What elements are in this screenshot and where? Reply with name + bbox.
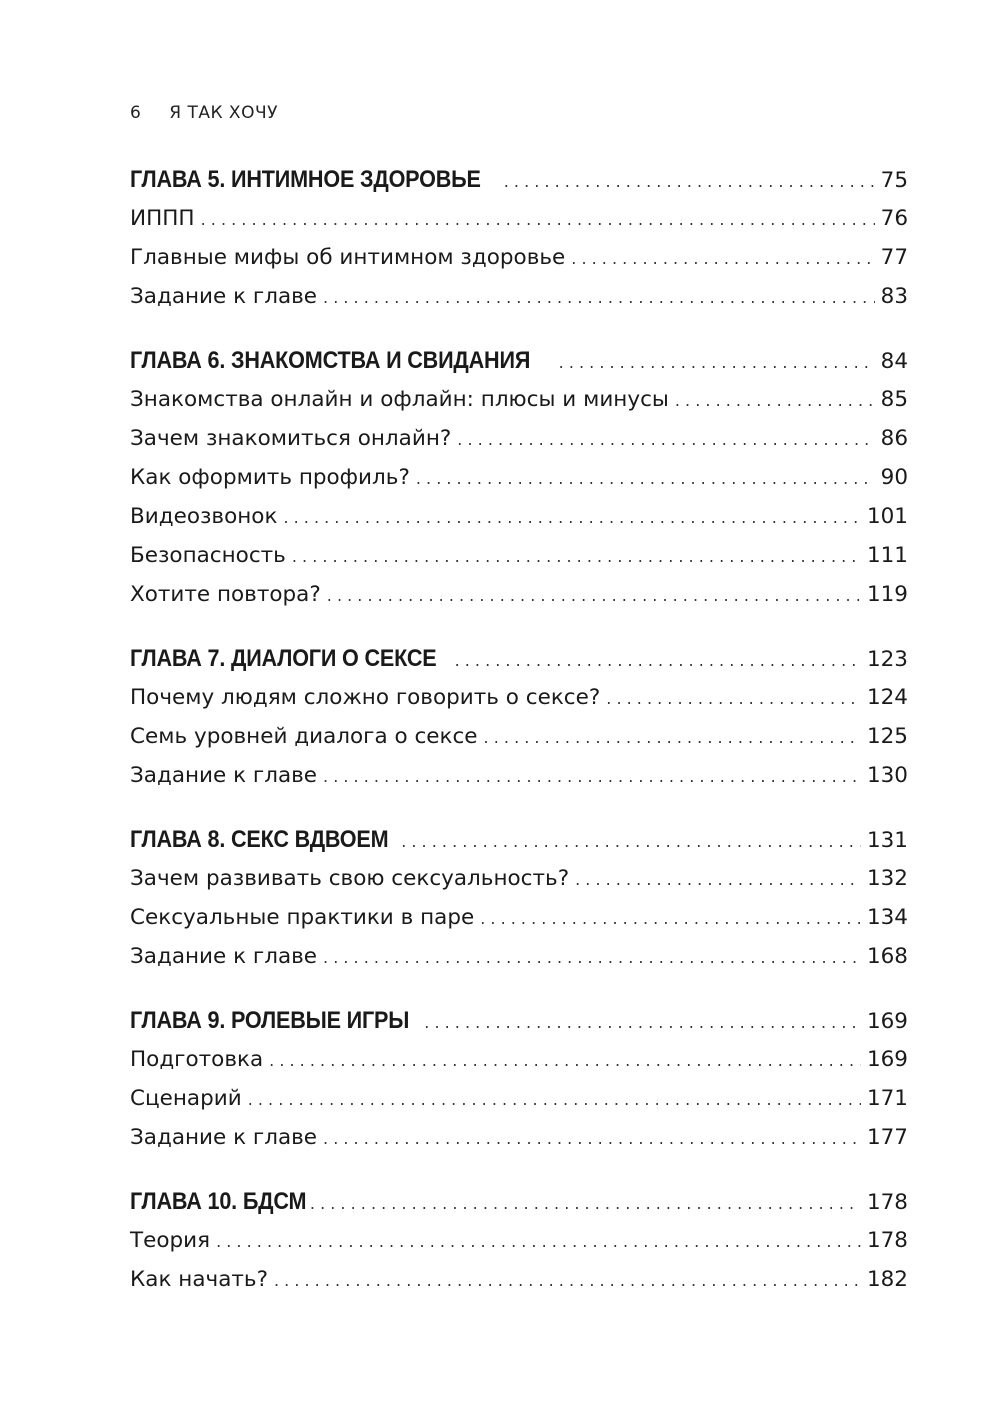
toc-entry-page: 171 [866,1086,908,1111]
chapter-block [130,820,908,976]
toc-entry-page: 169 [866,1047,908,1072]
toc-entry-page: 111 [866,543,908,568]
toc-entry-title: Сценарий [130,1086,242,1111]
chapter-heading-title: ГЛАВА 9. РОЛЕВЫЕ ИГРЫ [130,1007,410,1034]
toc-entry[interactable] [130,199,908,238]
toc-entry-page: 125 [866,724,908,749]
toc-entry-title: Теория [130,1228,211,1253]
dot-leader [323,1119,861,1158]
toc-entry-page: 134 [866,905,908,930]
chapter-heading[interactable] [130,341,908,380]
toc-entry[interactable] [130,937,908,976]
dot-leader [327,576,861,615]
toc-entry-page: 86 [880,426,908,451]
toc-entry[interactable] [130,380,908,419]
toc-entry-title: Зачем знакомиться онлайн? [130,426,452,451]
toc-entry-page: 83 [880,284,908,309]
toc-entry[interactable] [130,1118,908,1157]
toc-entry[interactable] [130,1260,908,1299]
dot-leader [504,162,875,201]
dot-leader [248,1080,861,1119]
toc-entry-title: Знакомства онлайн и офлайн: плюсы и минусы [130,387,669,412]
toc-entry[interactable] [130,717,908,756]
toc-entry-page: 119 [866,582,908,607]
chapter-block [130,639,908,795]
dot-leader [575,860,861,899]
header-book-title: Я ТАК ХОЧУ [169,103,278,123]
dot-leader [484,718,861,757]
dot-leader [269,1041,861,1080]
toc-entry[interactable] [130,1079,908,1118]
toc-entry[interactable] [130,575,908,614]
toc-entry-title: Главные мифы об интимном здоровье [130,245,566,270]
toc-entry-page: 132 [866,866,908,891]
dot-leader [401,822,861,861]
chapter-heading-title: ГЛАВА 7. ДИАЛОГИ О СЕКСЕ [130,645,437,672]
toc-entry-title: Подготовка [130,1047,264,1072]
dot-leader [323,278,875,317]
chapter-block [130,1001,908,1157]
chapter-heading-page: 84 [880,349,908,374]
toc-entry[interactable] [130,536,908,575]
toc-entry-page: 182 [866,1267,908,1292]
chapter-heading-title: ГЛАВА 10. БДСМ [130,1188,307,1215]
toc-entry-page: 168 [866,944,908,969]
chapter-heading[interactable] [130,160,908,199]
toc-entry[interactable] [130,277,908,316]
dot-leader [283,498,861,537]
chapter-heading[interactable] [130,820,908,859]
chapter-heading-page: 131 [866,828,908,853]
toc-entry-title: Зачем развивать свою сексуальность? [130,866,570,891]
table-of-contents [130,160,908,1324]
dot-leader [274,1261,861,1300]
toc-entry-title: Как оформить профиль? [130,465,410,490]
header-page-number: 6 [130,103,142,123]
toc-entry-title: Задание к главе [130,763,318,788]
dot-leader [323,757,861,796]
toc-entry-page: 130 [866,763,908,788]
dot-leader [216,1222,861,1261]
toc-entry[interactable] [130,756,908,795]
toc-entry[interactable] [130,859,908,898]
toc-entry[interactable] [130,419,908,458]
chapter-heading[interactable] [130,639,908,678]
toc-entry-title: Видеозвонок [130,504,278,529]
dot-leader [455,641,861,680]
toc-entry[interactable] [130,238,908,277]
toc-entry-page: 177 [866,1125,908,1150]
dot-leader [571,239,874,278]
toc-entry-title: Задание к главе [130,284,318,309]
dot-leader [310,1184,861,1223]
chapter-heading-title: ГЛАВА 8. СЕКС ВДВОЕМ [130,826,389,853]
toc-entry-title: ИППП [130,206,195,231]
toc-entry-page: 76 [880,206,908,231]
dot-leader [424,1003,861,1042]
chapter-block [130,341,908,614]
chapter-heading-page: 75 [880,168,908,193]
dot-leader [201,200,875,239]
chapter-block [130,160,908,316]
dot-leader [606,679,861,718]
toc-entry[interactable] [130,497,908,536]
toc-entry[interactable] [130,1221,908,1260]
toc-entry-title: Безопасность [130,543,286,568]
toc-entry-page: 124 [866,685,908,710]
toc-entry[interactable] [130,1040,908,1079]
toc-entry-title: Сексуальные практики в паре [130,905,475,930]
chapter-heading-page: 169 [866,1009,908,1034]
dot-leader [480,899,861,938]
dot-leader [675,381,875,420]
toc-entry-page: 77 [880,245,908,270]
dot-leader [292,537,861,576]
toc-entry-page: 85 [880,387,908,412]
chapter-heading-page: 123 [866,647,908,672]
running-header [130,103,278,123]
toc-entry[interactable] [130,458,908,497]
chapter-heading-page: 178 [866,1190,908,1215]
chapter-heading-title: ГЛАВА 5. ИНТИМНОЕ ЗДОРОВЬЕ [130,166,481,193]
toc-entry-page: 101 [866,504,908,529]
chapter-heading[interactable] [130,1001,908,1040]
toc-entry-page: 178 [866,1228,908,1253]
toc-entry-title: Задание к главе [130,944,318,969]
toc-entry-page: 90 [880,465,908,490]
toc-entry-title: Задание к главе [130,1125,318,1150]
chapter-heading[interactable] [130,1182,908,1221]
dot-leader [457,420,874,459]
dot-leader [323,938,861,977]
dot-leader [416,459,875,498]
toc-entry[interactable] [130,898,908,937]
toc-entry-title: Как начать? [130,1267,268,1292]
chapter-heading-title: ГЛАВА 6. ЗНАКОМСТВА И СВИДАНИЯ [130,347,531,374]
toc-entry-title: Семь уровней диалога о сексе [130,724,478,749]
dot-leader [559,343,875,382]
toc-entry-title: Почему людям сложно говорить о сексе? [130,685,601,710]
chapter-block [130,1182,908,1299]
toc-entry[interactable] [130,678,908,717]
toc-entry-title: Хотите повтора? [130,582,321,607]
